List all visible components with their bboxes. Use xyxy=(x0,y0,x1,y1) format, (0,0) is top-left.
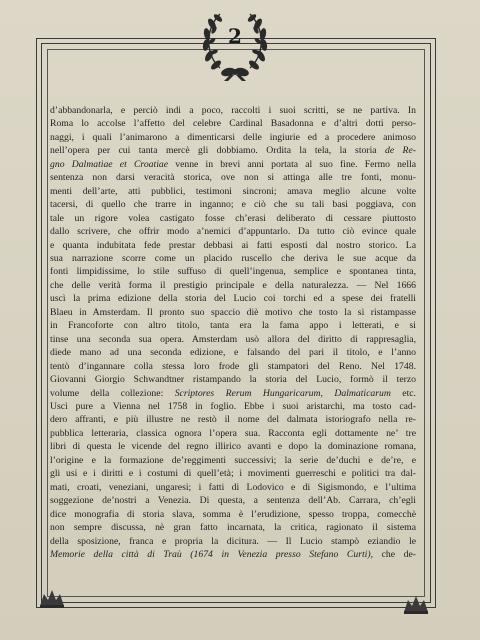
italic-title: Scriptores Rerum Hungaricarum, Dalmaticarum xyxy=(174,387,391,399)
text-segment: dero affranti, e più illustre ne restò il nome del dalmata istoriografo nella re- xyxy=(50,414,416,426)
text-line xyxy=(50,104,416,117)
text-segment: mati, croati, veneziani, ungaresi; i fatti di Lodovico e di Sigismondo, e l’ultima xyxy=(50,481,416,493)
text-segment: dallo scrivere, che offrir modo a’nemici d’appuntarlo. Da tutto ciò evince quale xyxy=(50,226,416,238)
text-line xyxy=(50,346,416,359)
text-line xyxy=(50,427,416,440)
text-segment: soggezione de’nostri a Venezia. Di questa, a sentenza dell’Ab. Carrara, ch’egli xyxy=(50,495,416,507)
text-segment: pubblica letteraria, classica ognora l’opera sua. Racconta egli dottamente ne’ tre xyxy=(50,427,416,439)
text-segment: venne in brevi anni portata al suo fine. Fermo nella xyxy=(168,158,416,170)
text-line xyxy=(50,387,416,400)
text-line xyxy=(50,454,416,467)
text-line xyxy=(50,413,416,426)
text-segment: Blaeu in Amsterdam. Il pronto suo spaccio diè motivo che tosto la si ristampasse xyxy=(50,306,416,318)
text-segment: in Francoforte con altro titolo, tanta era la fama appo i letterati, e si xyxy=(50,320,416,332)
text-line xyxy=(50,535,416,548)
text-segment: sua narrazione scorre come un placido ruscello che deriva le sue acque da xyxy=(50,252,416,264)
text-line xyxy=(50,494,416,507)
text-segment: tacersi, di quello che trarre in inganno; e ciò che su tali basi poggiava, con xyxy=(50,199,416,211)
text-segment: libri di questa le vicende del regno illirico avanti e dopo la dominazione romana, xyxy=(50,441,416,453)
corner-ornament-right-icon xyxy=(402,592,430,616)
text-segment: Uscì pure a Vienna nel 1758 in foglio. Ebbe i suoi aristarchi, ma tosto cad- xyxy=(50,400,416,412)
text-segment: nell’opera per cui tanta mercè gli dobbiamo. Ordita la tela, la storia xyxy=(50,145,385,157)
text-line xyxy=(50,171,416,184)
text-line xyxy=(50,360,416,373)
text-segment: gli usi e i diritti e i costumi di quell’età; i movimenti guerreschi e politici tra dal- xyxy=(50,468,416,480)
text-line xyxy=(50,481,416,494)
text-line xyxy=(50,373,416,386)
corner-ornament-left-icon xyxy=(38,586,66,610)
text-segment: menti dell’arte, atti pubblici, testimoni sincroni; amava meglio alcune volte xyxy=(50,185,416,197)
text-segment: tinse una seconda sua opera. Amsterdam usò allora del diritto di rappresaglia, xyxy=(50,333,416,345)
page-number: 2 xyxy=(228,24,242,48)
text-segment: , che de- xyxy=(370,548,416,560)
text-line xyxy=(50,225,416,238)
text-line xyxy=(50,333,416,346)
text-segment: naggi, i quali l’animarono a dimenticarsi delle ingiurie ed a procedere animoso xyxy=(50,131,416,143)
text-line xyxy=(50,185,416,198)
text-segment: Giovanni Giorgio Schwandtner ristampando la storia del Lucio, formò il terzo xyxy=(50,374,416,386)
text-segment: e quanta indubitata fede prestar debbasi ai fatti esposti dal nostro storico. La xyxy=(50,239,416,251)
text-segment: Roma lo accolse l’affetto del celebre Cardinal Basadonna e d’altri dotti perso- xyxy=(50,118,416,130)
body-text xyxy=(50,104,416,561)
text-line xyxy=(50,131,416,144)
italic-title: de Re- xyxy=(385,145,416,157)
text-line xyxy=(50,239,416,252)
text-segment: uscì la prima edizione della storia del Lucio coi torchi ed a spese dei fratelli xyxy=(50,293,416,305)
text-line xyxy=(50,212,416,225)
text-line xyxy=(50,279,416,292)
text-line xyxy=(50,117,416,130)
italic-title: gno Dalmatiae et Croatiae xyxy=(50,158,169,170)
text-line xyxy=(50,265,416,278)
text-segment: sentenza non darsi veracità storica, ove non si attinga alle tre fonti, monu- xyxy=(50,172,416,184)
text-segment: non sempre discussa, nè gran fatto incarnata, la critica, ragionato il sistema xyxy=(50,522,416,534)
text-line xyxy=(50,440,416,453)
text-segment: d’abbandonarla, e perciò indi a poco, raccolti i suoi scritti, se ne partiva. In xyxy=(50,105,416,116)
text-line xyxy=(50,548,416,561)
text-line xyxy=(50,319,416,332)
text-line xyxy=(50,158,416,171)
text-segment: volume della collezione: xyxy=(50,387,175,399)
text-line xyxy=(50,508,416,521)
text-segment: tale un rigore volea castigato fosse ch’erasi deliberato di cessare piuttosto xyxy=(50,212,416,224)
text-line xyxy=(50,292,416,305)
text-segment: che delle verità forma il prestigio principale e della naturalezza. — Nel 1666 xyxy=(50,279,416,291)
text-segment: diede mano ad una seconda edizione, e falsando del pari il titolo, e l’anno xyxy=(50,347,416,359)
text-segment: della sposizione, franca e propria la dicitura. — Il Lucio stampò eziandio le xyxy=(50,535,416,547)
text-line xyxy=(50,306,416,319)
text-line xyxy=(50,467,416,480)
text-line xyxy=(50,144,416,157)
text-line xyxy=(50,198,416,211)
text-segment: tentò d’ingannare colla stessa loro frode gli stampatori del Reno. Nel 1748. xyxy=(50,360,416,372)
text-line xyxy=(50,252,416,265)
text-segment: l’origine e la formazione de’reggimenti successivi; la serie de’duchi e de’re, e xyxy=(50,454,416,466)
text-line xyxy=(50,400,416,413)
text-line xyxy=(50,521,416,534)
text-segment: dice monografia di storia slava, somma è l’erudizione, spesso troppa, comecchè xyxy=(50,508,416,520)
text-segment: etc. xyxy=(390,387,416,399)
italic-title: Memorie della città di Traù (1674 in Venezia presso Stefano Curti) xyxy=(50,548,371,560)
text-segment: fonti limpidissime, lo stile suffuso di quell’ingenua, semplice e spontanea tinta, xyxy=(50,266,416,278)
